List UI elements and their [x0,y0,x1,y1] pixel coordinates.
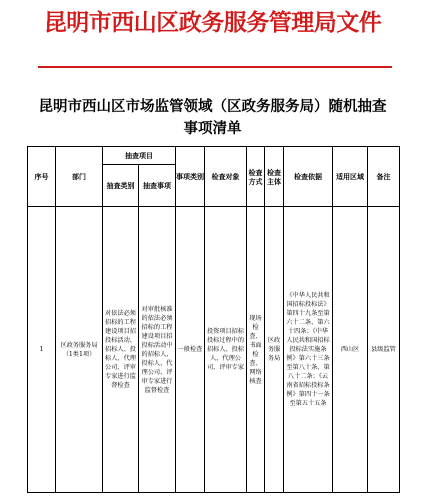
cell-dept: 区政务服务局（1类1项） [56,207,103,493]
cell-method: 现场检查、书面检查、网络核查 [247,207,265,493]
header-region: 适用区域 [333,147,368,207]
cell-target: 投资项目招标投标过程中的招标人、投标人、代理公司、评审专家 [205,207,247,493]
masthead-divider [38,66,392,68]
table-row [28,207,400,493]
inspection-table [27,146,400,493]
title-line-2: 事项清单 [183,120,242,137]
header-basis: 检查依据 [284,147,333,207]
header-notes: 备注 [368,147,400,207]
header-row-1 [28,147,400,165]
header-method: 检查方式 [247,147,265,207]
header-check-item: 抽查项目 [103,147,176,165]
header-item-type: 事项类别 [176,147,205,207]
header-dept: 部门 [56,147,103,207]
cell-region: 西山区 [333,207,368,493]
header-subject: 检查主体 [265,147,284,207]
cell-basis: 《中华人民共和国招标投标法》第四十九条至第六十二条、第六十四条；《中华人民共和国招标投标法实施条例》第六十三条至第八十条、第八十二条；《云南省招标投标条例》第四十一条至第五十五条 [284,207,333,493]
cell-seq: 1 [28,207,56,493]
cell-notes: 县级监管 [368,207,400,493]
document-masthead: 昆明市西山区政务服务管理局文件 [43,9,382,36]
header-target: 检查对象 [205,147,247,207]
header-check-category: 抽查类别 [103,165,139,207]
cell-subject: 区政务服务局 [265,207,284,493]
cell-item-type: 一般检查 [176,207,205,493]
cell-check-category: 对依法必须招标的工程建设项目招投标活动、招标人、投标人、代理公司、评审专家进行监督检查 [103,207,139,493]
header-seq: 序号 [28,147,56,207]
document-title [20,96,405,140]
title-line-1: 昆明市西山区市场监管领域（区政务服务局）随机抽查 [38,98,387,115]
cell-check-matter: 对审批核准的依法必须招标的工程建设项目招投标活动中的招标人、投标人、代理公司、评审专家进行监督检查 [139,207,176,493]
header-check-matter: 抽查事项 [139,165,176,207]
